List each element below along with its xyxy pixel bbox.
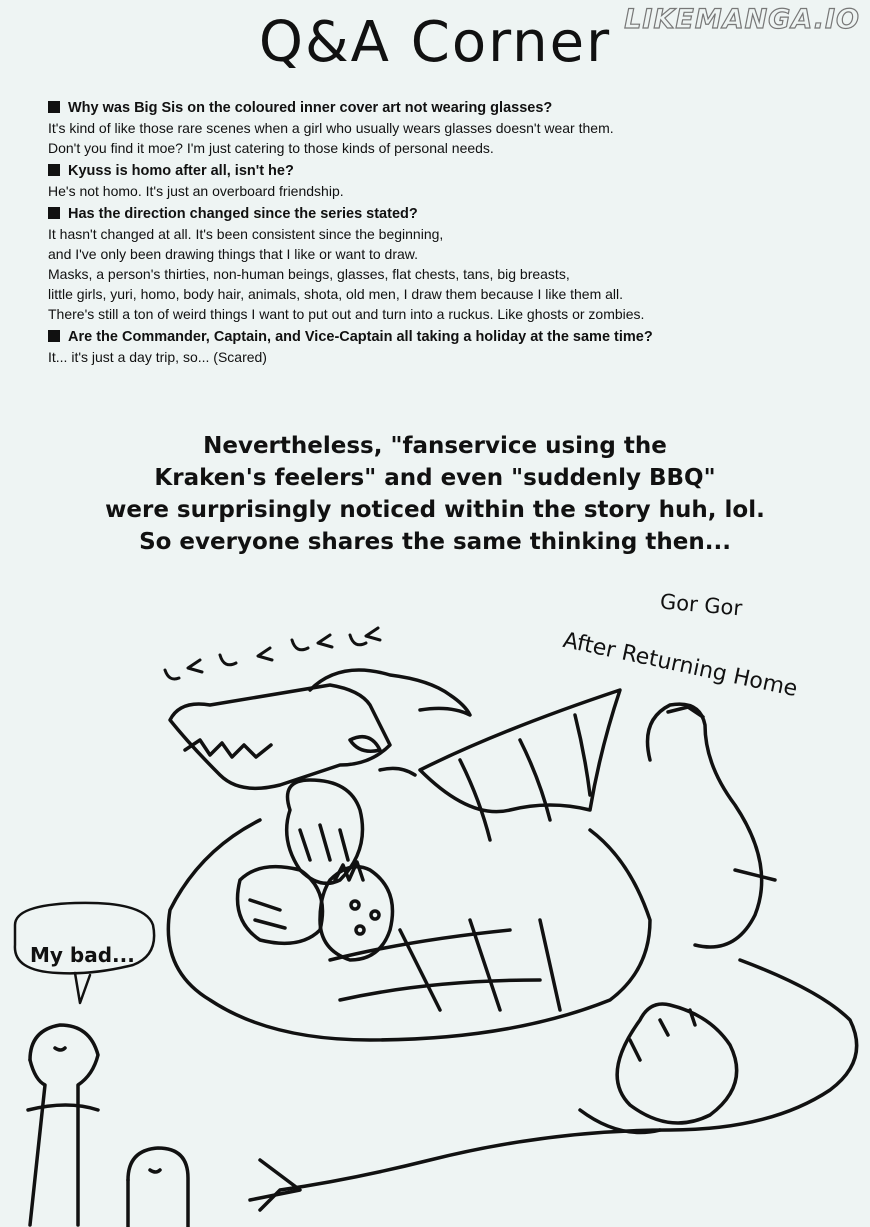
comment-line: Nevertheless, "fanservice using the xyxy=(203,433,667,459)
dragon-head xyxy=(170,670,470,788)
bubble-text: My bad... xyxy=(30,943,135,967)
held-creature xyxy=(320,862,393,960)
answer: It... it's just a day trip, so... (Scared) xyxy=(48,349,267,365)
answer: It's kind of like those rare scenes when a girl who usually wears glasses doesn't wear them. Don't you find it moe? I'm just catering to those kinds of personal needs. xyxy=(48,120,614,156)
dragon-foot xyxy=(617,1004,737,1123)
comment-line: were surprisingly noticed within the story huh, lol. xyxy=(105,497,765,523)
answer: It hasn't changed at all. It's been consistent since the beginning, and I've only been drawing things that I like or want to draw. Masks, a person's thirties, non-human beings, glasses, flat chests, tans, big breasts, little girls, yuri, homo, body hair, animals, shota, old men, I draw them because I like them all. There's still a ton of weird things I want to put out and turn into a ruckus. Like ghosts or zombies. xyxy=(48,226,645,322)
small-figure-short xyxy=(128,1148,188,1227)
sfx-gor: Gor Gor xyxy=(659,589,744,621)
dragon-wing xyxy=(420,690,620,840)
dragon-body xyxy=(168,820,650,1040)
small-figure-tall xyxy=(28,1025,98,1225)
site-watermark: LIKEMANGA.IO xyxy=(624,4,860,35)
question-text: Has the direction changed since the series stated? xyxy=(68,206,418,222)
dragon-tail xyxy=(250,960,857,1210)
answer: He's not homo. It's just an overboard friendship. xyxy=(48,183,344,199)
page-title: Q&A Corner xyxy=(258,10,612,75)
dragon-claws xyxy=(238,780,363,943)
comment-line: Kraken's feelers" and even "suddenly BBQ" xyxy=(154,465,716,491)
question-text: Are the Commander, Captain, and Vice-Captain all taking a holiday at the same time? xyxy=(68,329,653,345)
comment-line: So everyone shares the same thinking then... xyxy=(139,529,731,555)
question-text: Kyuss is homo after all, isn't he? xyxy=(68,163,294,179)
question-text: Why was Big Sis on the coloured inner cover art not wearing glasses? xyxy=(68,100,553,116)
sfx-after-returning-home: After Returning Home xyxy=(560,628,800,703)
dragon-leg xyxy=(648,704,776,947)
